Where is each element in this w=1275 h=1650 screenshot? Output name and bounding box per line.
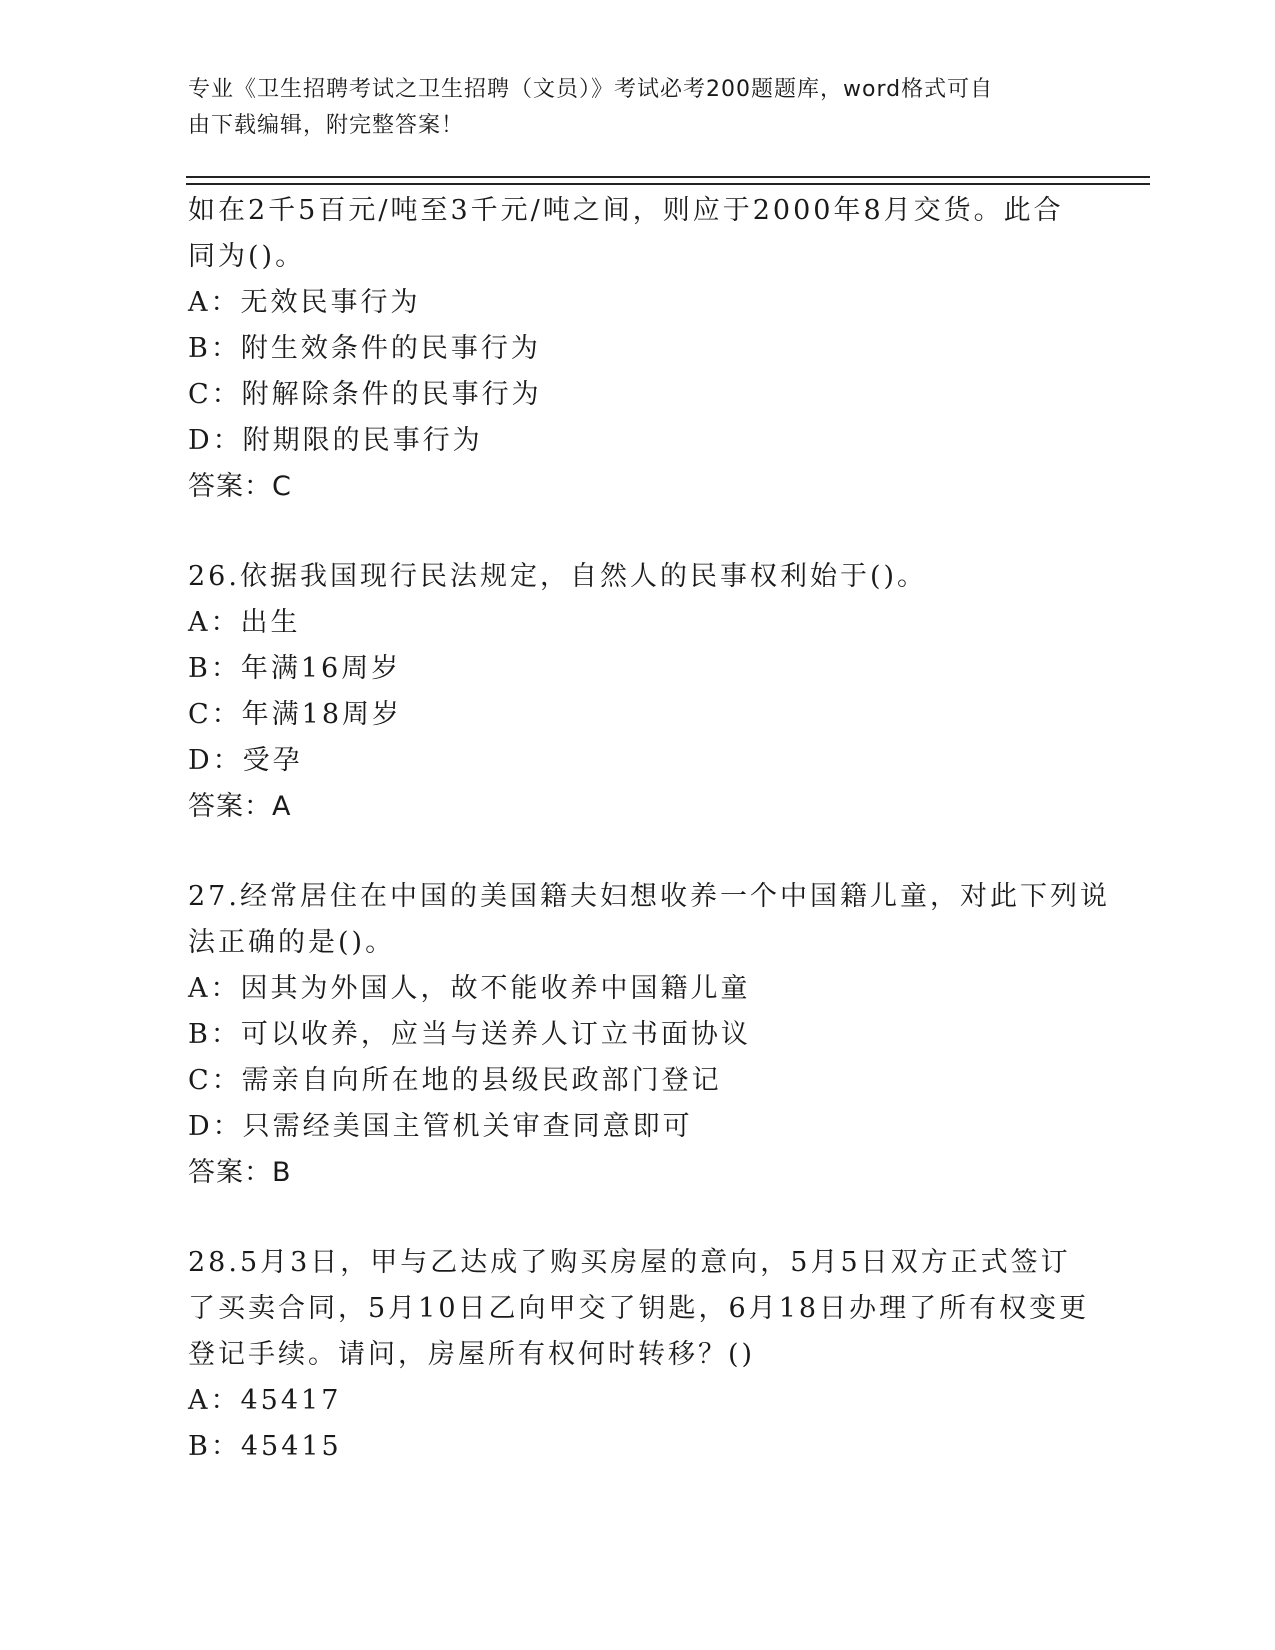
question-stem: 登记手续。请问，房屋所有权何时转移？() — [188, 1339, 756, 1370]
option-a: A：45417 — [188, 1385, 342, 1416]
answer: 答案：B — [188, 1157, 292, 1188]
option-b: B：45415 — [188, 1431, 342, 1462]
header-line-2: 由下载编辑，附完整答案！ — [188, 113, 465, 138]
question-stem: 同为()。 — [188, 241, 306, 272]
question-26 — [188, 554, 1088, 830]
question-28 — [188, 1240, 1088, 1470]
question-stem: 如在2千5百元/吨至3千元/吨之间，则应于2000年8月交货。此合 — [188, 195, 1064, 226]
option-d: D：受孕 — [188, 745, 303, 776]
header-divider-top — [186, 176, 1150, 178]
option-a: A：无效民事行为 — [188, 287, 421, 318]
question-27 — [188, 874, 1110, 1196]
option-c: C：需亲自向所在地的县级民政部门登记 — [188, 1065, 722, 1096]
question-stem: 26.依据我国现行民法规定，自然人的民事权利始于()。 — [188, 561, 928, 592]
header-line-1: 专业《卫生招聘考试之卫生招聘（文员）》考试必考200题题库，word格式可自 — [188, 77, 994, 102]
header-divider-bottom — [186, 183, 1150, 185]
answer: 答案：C — [188, 471, 292, 502]
question-stem: 法正确的是()。 — [188, 927, 396, 958]
option-c: C：年满18周岁 — [188, 699, 403, 730]
question-stem: 28.5月3日，甲与乙达成了购买房屋的意向，5月5日双方正式签订 — [188, 1247, 1071, 1278]
document-body — [188, 188, 1110, 1470]
option-d: D：只需经美国主管机关审查同意即可 — [188, 1111, 693, 1142]
option-b: B：年满16周岁 — [188, 653, 402, 684]
question-stem: 27.经常居住在中国的美国籍夫妇想收养一个中国籍儿童，对此下列说 — [188, 881, 1110, 912]
option-d: D：附期限的民事行为 — [188, 425, 483, 456]
option-b: B：附生效条件的民事行为 — [188, 333, 541, 364]
question-stem: 了买卖合同，5月10日乙向甲交了钥匙，6月18日办理了所有权变更 — [188, 1293, 1090, 1324]
option-b: B：可以收养，应当与送养人订立书面协议 — [188, 1019, 751, 1050]
answer: 答案：A — [188, 791, 292, 822]
question-25 — [188, 188, 1088, 510]
document-header — [188, 72, 1068, 144]
option-a: A：因其为外国人，故不能收养中国籍儿童 — [188, 973, 751, 1004]
option-a: A：出生 — [188, 607, 301, 638]
option-c: C：附解除条件的民事行为 — [188, 379, 542, 410]
